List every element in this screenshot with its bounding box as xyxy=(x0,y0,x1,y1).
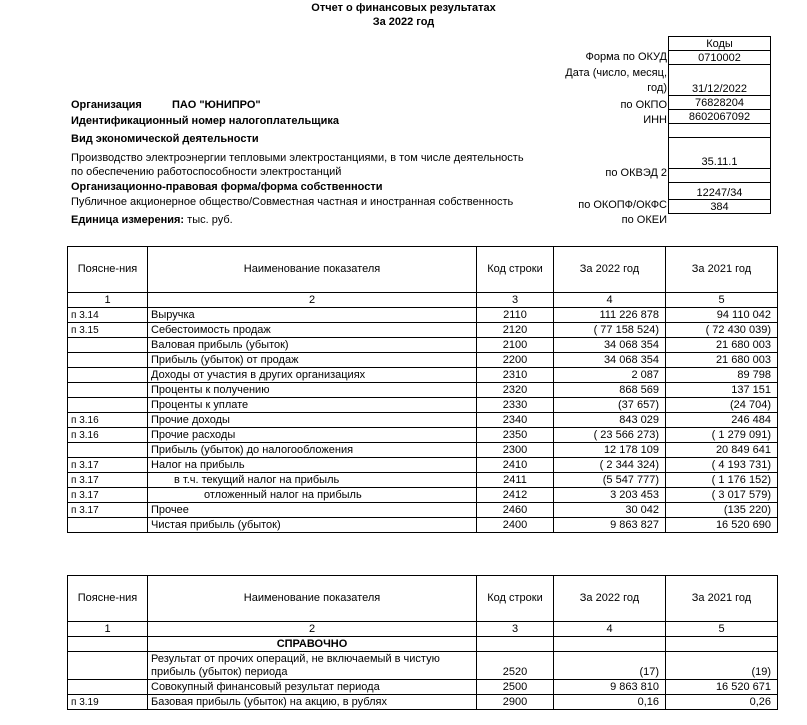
row-name: Прибыль (убыток) от продаж xyxy=(148,353,477,368)
okud-label: Форма по ОКУД xyxy=(585,51,667,63)
row-note: п 3.15 xyxy=(68,323,148,338)
ref-col-num-4: 4 xyxy=(554,622,666,637)
ref-col-name-header: Наименование показателя xyxy=(148,576,477,622)
income-statement-table xyxy=(67,246,778,533)
org-label: Организация xyxy=(71,99,142,111)
row-value-2022: 111 226 878 xyxy=(554,308,666,323)
row-name: Совокупный финансовый результат периода xyxy=(148,680,477,695)
row-value-2021: 16 520 690 xyxy=(666,518,778,533)
row-code: 2320 xyxy=(477,383,554,398)
row-name: Доходы от участия в других организациях xyxy=(148,368,477,383)
column-numbers-row xyxy=(68,293,778,308)
ref-col-num-3: 3 xyxy=(477,622,554,637)
activity-label: Вид экономической деятельности xyxy=(71,133,259,145)
activity-line-2: по обеспечению работоспособности электростанций xyxy=(71,166,342,178)
ref-col-num-5: 5 xyxy=(666,622,778,637)
ref-col-code-header: Код строки xyxy=(477,576,554,622)
ref-section-row xyxy=(68,637,778,652)
col-2021-header: За 2021 год xyxy=(666,247,778,293)
row-code: 2310 xyxy=(477,368,554,383)
row-value-2022: 9 863 810 xyxy=(554,680,666,695)
table-row xyxy=(68,428,778,443)
row-code: 2500 xyxy=(477,680,554,695)
unit-label: Единица измерения: xyxy=(71,214,185,226)
ref-col-2021-header: За 2021 год xyxy=(666,576,778,622)
row-name: Проценты к уплате xyxy=(148,398,477,413)
table-row xyxy=(68,368,778,383)
row-name: в т.ч. текущий налог на прибыль xyxy=(148,473,477,488)
row-value-2021: ( 1 279 091) xyxy=(666,428,778,443)
table-row xyxy=(68,443,778,458)
col-2022-header: За 2022 год xyxy=(554,247,666,293)
row-note: п 3.17 xyxy=(68,473,148,488)
row-value-2021: 94 110 042 xyxy=(666,308,778,323)
row-name: Результат от прочих операций, не включаемый в чистую прибыль (убыток) периода xyxy=(148,652,477,680)
okei-label: по ОКЕИ xyxy=(621,214,667,226)
ref-table-header-row xyxy=(68,576,778,622)
row-note xyxy=(68,368,148,383)
date-value: 31/12/2022 xyxy=(669,65,771,96)
row-note: п 3.19 xyxy=(68,695,148,710)
report-period: За 2022 год xyxy=(372,16,435,28)
inn-label: ИНН xyxy=(643,114,667,126)
row-name: Себестоимость продаж xyxy=(148,323,477,338)
table-row xyxy=(68,308,778,323)
row-value-2022: 3 203 453 xyxy=(554,488,666,503)
row-value-2022: ( 2 344 324) xyxy=(554,458,666,473)
inn-value: 8602067092 xyxy=(669,110,771,124)
row-note: п 3.14 xyxy=(68,308,148,323)
okpo-value: 76828204 xyxy=(669,96,771,110)
activity-line-1: Производство электроэнергии тепловыми электростанциями, в том числе деятельность xyxy=(71,152,524,164)
col-note-header: Поясне-ния xyxy=(68,247,148,293)
ref-col-2022-header: За 2022 год xyxy=(554,576,666,622)
okved-label: по ОКВЭД 2 xyxy=(605,167,667,179)
okpo-label: по ОКПО xyxy=(620,99,667,111)
unit-row xyxy=(71,214,233,226)
row-value-2021: ( 72 430 039) xyxy=(666,323,778,338)
row-value-2022: 868 569 xyxy=(554,383,666,398)
ref-section-blank-5 xyxy=(666,637,778,652)
row-value-2021: ( 3 017 579) xyxy=(666,488,778,503)
row-code: 2400 xyxy=(477,518,554,533)
row-code: 2412 xyxy=(477,488,554,503)
row-code: 2200 xyxy=(477,353,554,368)
okopf-value: 12247/34 xyxy=(669,183,771,200)
row-name: Прибыль (убыток) до налогообложения xyxy=(148,443,477,458)
row-value-2022: 9 863 827 xyxy=(554,518,666,533)
row-value-2021: 20 849 641 xyxy=(666,443,778,458)
table-row xyxy=(68,323,778,338)
row-value-2021: ( 4 193 731) xyxy=(666,458,778,473)
row-name: Прочие доходы xyxy=(148,413,477,428)
row-value-2021: 16 520 671 xyxy=(666,680,778,695)
row-name: Валовая прибыль (убыток) xyxy=(148,338,477,353)
okved-value: 35.11.1 xyxy=(669,138,771,169)
row-note xyxy=(68,383,148,398)
row-code: 2100 xyxy=(477,338,554,353)
row-code: 2120 xyxy=(477,323,554,338)
okopf-label: по ОКОПФ/ОКФС xyxy=(578,199,667,211)
row-code: 2411 xyxy=(477,473,554,488)
report-title: Отчет о финансовых результатах xyxy=(311,2,496,14)
table-row xyxy=(68,398,778,413)
col-num-4: 4 xyxy=(554,293,666,308)
table-row xyxy=(68,473,778,488)
row-value-2021: (135 220) xyxy=(666,503,778,518)
col-num-2: 2 xyxy=(148,293,477,308)
row-name: Выручка xyxy=(148,308,477,323)
ref-col-num-2: 2 xyxy=(148,622,477,637)
row-value-2022: 0,16 xyxy=(554,695,666,710)
row-code: 2520 xyxy=(477,652,554,680)
date-label-2: год) xyxy=(647,82,667,94)
ref-col-num-1: 1 xyxy=(68,622,148,637)
table-row xyxy=(68,413,778,428)
row-code: 2340 xyxy=(477,413,554,428)
row-note: п 3.17 xyxy=(68,503,148,518)
row-value-2021: 89 798 xyxy=(666,368,778,383)
date-label-1: Дата (число, месяц, xyxy=(565,67,667,79)
col-num-3: 3 xyxy=(477,293,554,308)
row-note xyxy=(68,353,148,368)
row-name: Прочие расходы xyxy=(148,428,477,443)
row-note xyxy=(68,398,148,413)
legal-form-label: Организационно-правовая форма/форма собственности xyxy=(71,181,383,193)
row-name: Чистая прибыль (убыток) xyxy=(148,518,477,533)
reference-table xyxy=(67,575,778,710)
row-name: Базовая прибыль (убыток) на акцию, в рублях xyxy=(148,695,477,710)
row-value-2022: 30 042 xyxy=(554,503,666,518)
row-value-2022: 843 029 xyxy=(554,413,666,428)
table-row xyxy=(68,383,778,398)
row-note xyxy=(68,680,148,695)
row-value-2021: 137 151 xyxy=(666,383,778,398)
row-code: 2410 xyxy=(477,458,554,473)
row-name: Налог на прибыль xyxy=(148,458,477,473)
row-note xyxy=(68,518,148,533)
row-value-2022: ( 23 566 273) xyxy=(554,428,666,443)
row-value-2022: (37 657) xyxy=(554,398,666,413)
row-value-2022: (5 547 777) xyxy=(554,473,666,488)
table-row xyxy=(68,680,778,695)
row-value-2021: 0,26 xyxy=(666,695,778,710)
table-row xyxy=(68,458,778,473)
row-value-2022: 2 087 xyxy=(554,368,666,383)
row-note: п 3.17 xyxy=(68,488,148,503)
ref-column-numbers-row xyxy=(68,622,778,637)
row-code: 2900 xyxy=(477,695,554,710)
ref-col-note-header: Поясне-ния xyxy=(68,576,148,622)
row-value-2022: ( 77 158 524) xyxy=(554,323,666,338)
table-row xyxy=(68,695,778,710)
row-note xyxy=(68,338,148,353)
ref-section-blank-1 xyxy=(68,637,148,652)
row-value-2022: (17) xyxy=(554,652,666,680)
org-name: ПАО "ЮНИПРО" xyxy=(172,99,261,111)
row-note xyxy=(68,443,148,458)
row-note xyxy=(68,652,148,680)
okud-value: 0710002 xyxy=(669,51,771,65)
table-row xyxy=(68,353,778,368)
row-code: 2300 xyxy=(477,443,554,458)
row-note: п 3.16 xyxy=(68,428,148,443)
row-name: Прочее xyxy=(148,503,477,518)
table-row xyxy=(68,652,778,680)
row-name: отложенный налог на прибыль xyxy=(148,488,477,503)
inn-full-label: Идентификационный номер налогоплательщика xyxy=(71,115,339,127)
legal-form-value: Публичное акционерное общество/Совместная частная и иностранная собственность xyxy=(71,196,514,208)
row-value-2021: 246 484 xyxy=(666,413,778,428)
row-code: 2460 xyxy=(477,503,554,518)
blank-code-2 xyxy=(669,169,771,183)
row-code: 2330 xyxy=(477,398,554,413)
table-row xyxy=(68,488,778,503)
col-num-1: 1 xyxy=(68,293,148,308)
row-name: Проценты к получению xyxy=(148,383,477,398)
row-value-2021: ( 1 176 152) xyxy=(666,473,778,488)
okei-value: 384 xyxy=(669,200,771,214)
row-value-2022: 34 068 354 xyxy=(554,353,666,368)
table-row xyxy=(68,503,778,518)
row-note: п 3.16 xyxy=(68,413,148,428)
row-code: 2350 xyxy=(477,428,554,443)
row-value-2022: 34 068 354 xyxy=(554,338,666,353)
row-value-2021: 21 680 003 xyxy=(666,338,778,353)
row-code: 2110 xyxy=(477,308,554,323)
codes-box xyxy=(668,36,771,214)
row-value-2021: 21 680 003 xyxy=(666,353,778,368)
row-value-2022: 12 178 109 xyxy=(554,443,666,458)
table-header-row xyxy=(68,247,778,293)
row-note: п 3.17 xyxy=(68,458,148,473)
table-row xyxy=(68,338,778,353)
unit-value: тыс. руб. xyxy=(187,214,233,226)
col-code-header: Код строки xyxy=(477,247,554,293)
table-row xyxy=(68,518,778,533)
row-value-2021: (19) xyxy=(666,652,778,680)
ref-section-blank-3 xyxy=(477,637,554,652)
col-num-5: 5 xyxy=(666,293,778,308)
ref-section-title: СПРАВОЧНО xyxy=(148,637,477,652)
col-name-header: Наименование показателя xyxy=(148,247,477,293)
blank-code xyxy=(669,124,771,138)
row-value-2021: (24 704) xyxy=(666,398,778,413)
ref-section-blank-4 xyxy=(554,637,666,652)
codes-header: Коды xyxy=(669,37,771,51)
